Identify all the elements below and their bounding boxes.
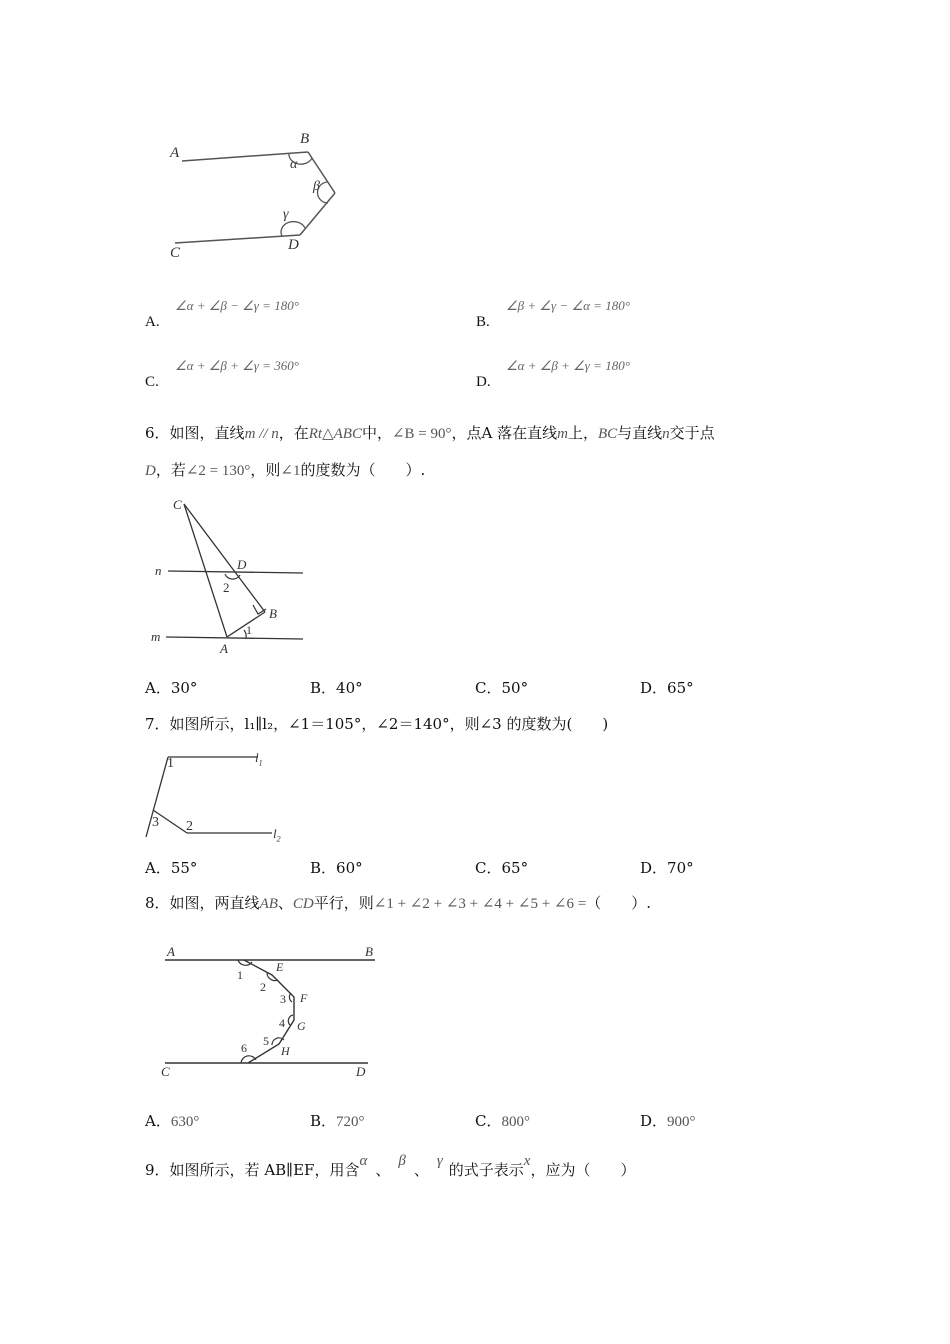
text: ，若 bbox=[155, 461, 186, 479]
label-1: 1 bbox=[246, 623, 252, 637]
label-A: A bbox=[220, 641, 228, 656]
label-5: 5 bbox=[263, 1034, 269, 1048]
q6-option-a[interactable] bbox=[145, 678, 197, 698]
option-letter: C. bbox=[145, 374, 159, 390]
label-C: C bbox=[173, 497, 182, 512]
q7-option-b[interactable] bbox=[310, 858, 363, 878]
text: 中， bbox=[361, 424, 392, 442]
text: 、 bbox=[375, 1161, 391, 1179]
math: ∠B = 90° bbox=[391, 426, 452, 442]
label-C: C bbox=[161, 1064, 170, 1079]
label-H: H bbox=[281, 1044, 290, 1058]
label-l2 bbox=[273, 826, 281, 844]
label-C: C bbox=[170, 245, 181, 261]
option-expr: ∠β + ∠γ − ∠α = 180° bbox=[506, 298, 630, 313]
option-letter: A. bbox=[145, 314, 160, 330]
question-number: 8． bbox=[145, 894, 170, 912]
q8-option-a[interactable] bbox=[145, 1111, 199, 1132]
text: 如图，直线 bbox=[169, 424, 245, 442]
math-alpha: α bbox=[359, 1153, 368, 1169]
option-letter: B． bbox=[310, 859, 337, 877]
q6-option-d[interactable] bbox=[640, 678, 694, 698]
option-letter: A． bbox=[145, 1112, 171, 1130]
text: 平行，则 bbox=[313, 894, 374, 912]
q7-option-c[interactable] bbox=[475, 858, 528, 878]
text: 如图所示，若 AB∥EF，用含 bbox=[169, 1161, 360, 1179]
q6-option-c[interactable] bbox=[475, 678, 528, 698]
option-value: 70° bbox=[667, 859, 694, 877]
q7-option-a[interactable] bbox=[145, 858, 197, 878]
math: BC bbox=[597, 426, 618, 442]
label-D: D bbox=[237, 557, 247, 572]
math: CD bbox=[292, 896, 314, 912]
label-B: B bbox=[365, 944, 373, 959]
label-n: n bbox=[155, 563, 162, 578]
option-letter: B. bbox=[476, 314, 490, 330]
label-F: F bbox=[300, 991, 308, 1005]
text: ，应为（ ） bbox=[530, 1161, 636, 1179]
option-value: 40° bbox=[336, 679, 363, 697]
option-value: 65° bbox=[501, 859, 529, 877]
option-letter: B． bbox=[310, 679, 337, 697]
option-letter: C． bbox=[475, 1112, 502, 1130]
option-letter: D． bbox=[640, 679, 668, 697]
q7-figure bbox=[143, 748, 293, 843]
option-value: 30° bbox=[170, 679, 198, 697]
option-value: 630° bbox=[170, 1114, 200, 1130]
text: ，在 bbox=[278, 424, 309, 442]
label-3: 3 bbox=[152, 815, 159, 830]
label-G: G bbox=[297, 1019, 306, 1033]
q9-question bbox=[145, 1153, 636, 1181]
option-value: 720° bbox=[336, 1114, 365, 1130]
q6-option-b[interactable] bbox=[310, 678, 363, 698]
label-D: D bbox=[288, 237, 299, 253]
option-value: 50° bbox=[501, 679, 529, 697]
label-beta: β bbox=[313, 179, 320, 194]
l1-sub: 1 bbox=[258, 758, 263, 768]
label-D: D bbox=[356, 1064, 366, 1079]
q5-figure bbox=[150, 125, 350, 265]
label-2: 2 bbox=[260, 980, 266, 994]
option-letter: C． bbox=[475, 679, 502, 697]
label-1: 1 bbox=[237, 968, 243, 982]
option-value: 800° bbox=[501, 1114, 530, 1130]
l2-sub: 2 bbox=[276, 834, 281, 844]
math: Rt△ABC bbox=[308, 426, 362, 442]
label-l1 bbox=[255, 750, 263, 768]
label-2: 2 bbox=[223, 580, 230, 595]
option-letter: A． bbox=[145, 679, 171, 697]
math: m // n bbox=[244, 426, 279, 442]
label-alpha: α bbox=[290, 157, 298, 172]
text: 交于点 bbox=[669, 424, 715, 442]
text: 、 bbox=[277, 894, 293, 912]
option-letter: D． bbox=[640, 1112, 668, 1130]
label-4: 4 bbox=[279, 1016, 285, 1030]
math: ∠2 = 130° bbox=[185, 463, 251, 479]
math-x: x bbox=[523, 1153, 531, 1169]
text: 的度数为（ ）. bbox=[300, 461, 426, 479]
option-value: 900° bbox=[667, 1114, 696, 1130]
q7-option-d[interactable] bbox=[640, 858, 694, 878]
text: ，点A 落在直线 bbox=[451, 424, 558, 442]
label-m: m bbox=[151, 629, 161, 644]
text: 如图，两直线 bbox=[169, 894, 260, 912]
math: n bbox=[662, 426, 670, 442]
l2-text: l bbox=[273, 826, 277, 841]
option-value: 65° bbox=[667, 679, 694, 697]
q8-option-d[interactable] bbox=[640, 1111, 696, 1132]
math: ∠1 bbox=[280, 463, 301, 479]
q8-option-b[interactable] bbox=[310, 1111, 365, 1132]
question-number: 7． bbox=[145, 715, 170, 733]
option-expr: ∠α + ∠β + ∠γ = 180° bbox=[506, 358, 630, 373]
text: （ ）. bbox=[586, 894, 651, 912]
q8-question bbox=[145, 893, 651, 914]
text: 上， bbox=[567, 424, 598, 442]
option-letter: D. bbox=[476, 374, 491, 390]
label-6: 6 bbox=[241, 1041, 247, 1055]
label-A: A bbox=[170, 145, 180, 161]
q8-option-c[interactable] bbox=[475, 1111, 530, 1132]
text: 、 bbox=[413, 1161, 429, 1179]
q6-question-line2 bbox=[145, 460, 425, 481]
label-B: B bbox=[300, 131, 310, 147]
label-3: 3 bbox=[280, 992, 286, 1006]
option-letter: D． bbox=[640, 859, 668, 877]
label-2: 2 bbox=[186, 819, 193, 834]
label-B: B bbox=[269, 606, 277, 621]
label-E: E bbox=[276, 960, 284, 974]
l1-text: l bbox=[255, 750, 259, 765]
label-gamma: γ bbox=[283, 207, 289, 222]
q8-figure bbox=[155, 940, 385, 1080]
question-number: 9． bbox=[145, 1161, 170, 1179]
text: 的式子表示 bbox=[448, 1161, 524, 1179]
option-value: 55° bbox=[170, 859, 198, 877]
option-expr: ∠α + ∠β − ∠γ = 180° bbox=[175, 298, 299, 313]
option-value: 60° bbox=[336, 859, 363, 877]
math: ∠1 + ∠2 + ∠3 + ∠4 + ∠5 + ∠6 = bbox=[373, 896, 587, 912]
question-text: 如图所示，l₁∥l₂，∠1＝105°，∠2＝140°，则∠3 的度数为( ) bbox=[169, 715, 609, 733]
math-beta: β bbox=[398, 1153, 406, 1169]
math-gamma: γ bbox=[436, 1153, 443, 1169]
q6-figure bbox=[145, 495, 315, 660]
q6-question-line1 bbox=[145, 423, 715, 444]
option-expr: ∠α + ∠β + ∠γ = 360° bbox=[175, 358, 299, 373]
label-A: A bbox=[167, 944, 175, 959]
math: m bbox=[557, 426, 568, 442]
text: 与直线 bbox=[617, 424, 663, 442]
option-letter: B． bbox=[310, 1112, 337, 1130]
label-1: 1 bbox=[167, 756, 174, 771]
question-number: 6． bbox=[145, 424, 170, 442]
math: D bbox=[145, 463, 156, 479]
text: ，则 bbox=[250, 461, 281, 479]
option-letter: C． bbox=[475, 859, 502, 877]
math: AB bbox=[259, 896, 278, 912]
q7-question bbox=[145, 714, 608, 734]
option-letter: A． bbox=[145, 859, 171, 877]
